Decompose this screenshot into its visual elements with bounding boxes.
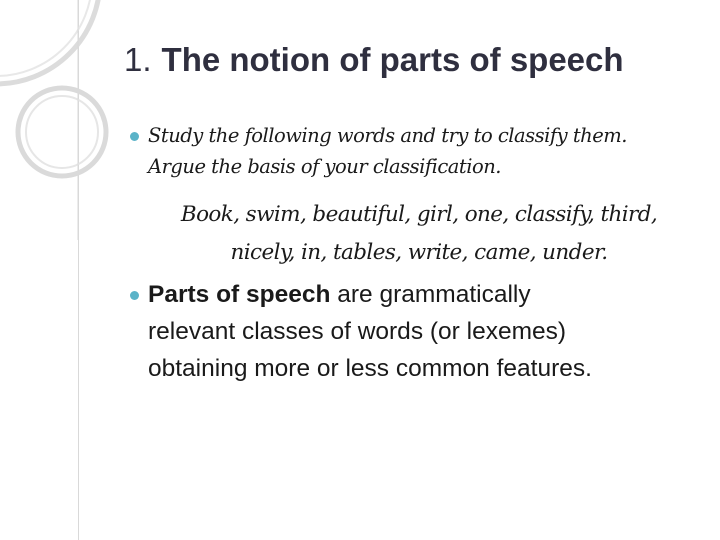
bullet-dot-icon: [130, 291, 139, 300]
bullet-item-study: [130, 120, 705, 182]
definition-text: obtaining more or less common features.: [148, 355, 592, 382]
term-parts-of-speech: Parts of speech: [148, 281, 331, 308]
definition-text: relevant classes of words (or lexemes): [148, 318, 567, 345]
bullet-text-study: [148, 120, 705, 182]
decorative-rings: [0, 0, 120, 240]
definition-text: are grammatically: [330, 281, 531, 308]
bullet-text-line: Argue the basis of your classification.: [148, 155, 501, 178]
bullet-item-definition: [130, 276, 705, 387]
slide-title: [124, 38, 714, 82]
word-list-line: nicely, in, tables, write, came, under.: [230, 240, 608, 265]
word-list-line: Book, swim, beautiful, girl, one, classify, third,: [180, 202, 658, 227]
bullet-text-line: Study the following words and try to classify them.: [148, 124, 627, 147]
bullet-dot-icon: [130, 132, 139, 141]
bullet-text-definition: [148, 276, 705, 387]
title-number: 1.: [124, 41, 152, 78]
word-list: [124, 196, 714, 272]
title-text: The notion of parts of speech: [161, 41, 624, 78]
